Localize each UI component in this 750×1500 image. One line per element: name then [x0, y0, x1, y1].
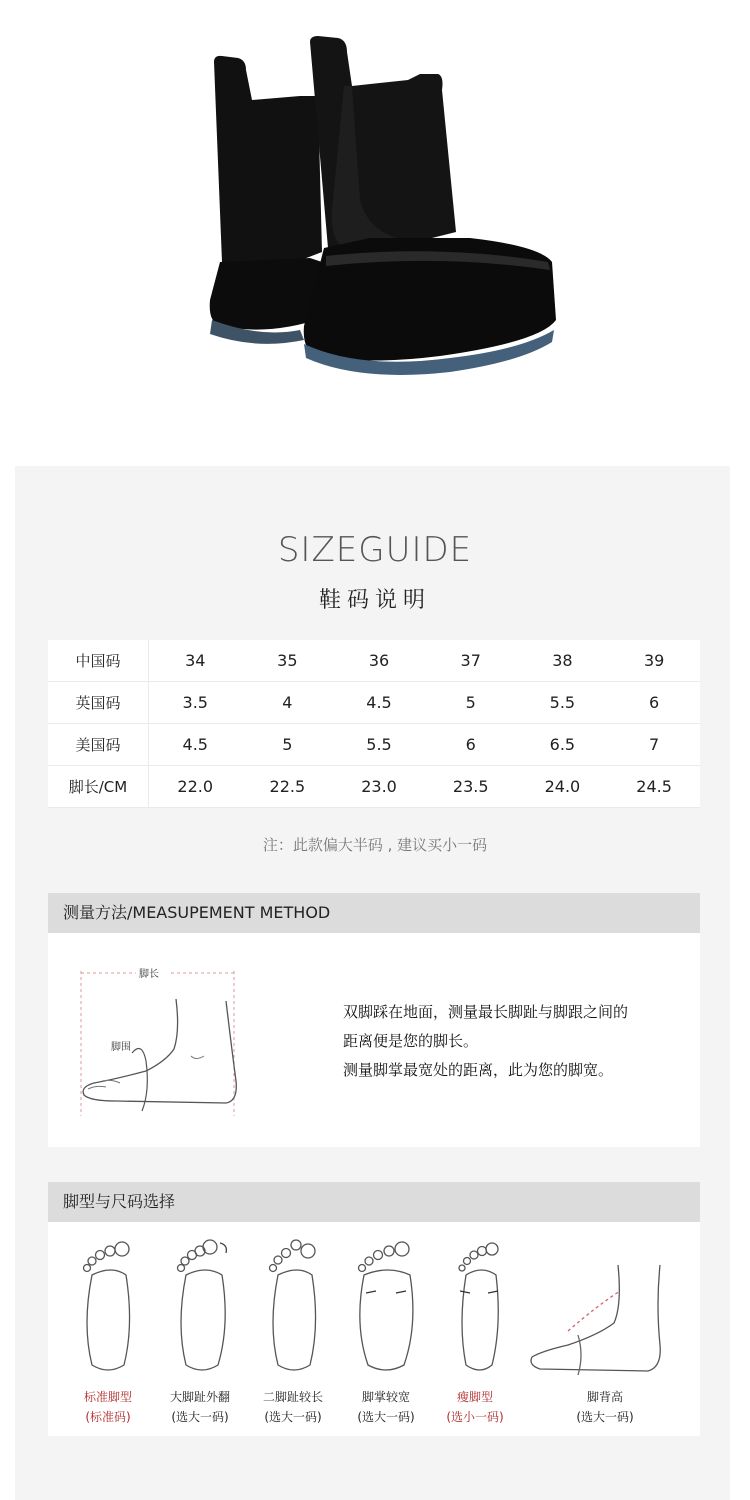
- foot-measure-diagram: [76, 961, 276, 1131]
- size-cell: 34: [149, 640, 242, 682]
- foot-type-heading: 脚型与尺码选择: [48, 1182, 700, 1222]
- size-cell: 23.5: [425, 766, 517, 808]
- size-cell: 36: [333, 640, 425, 682]
- foot-type-advice: (选大一码): [264, 1410, 322, 1424]
- foot-type-name: 二脚趾较长: [262, 1390, 323, 1404]
- size-table: [48, 640, 700, 808]
- foot-type-item: [336, 1387, 436, 1427]
- foot-type-name: 大脚趾外翻: [169, 1390, 230, 1404]
- row-label: 中国码: [48, 640, 149, 682]
- girth-label: 脚围: [111, 1042, 131, 1053]
- foot-type-item: [150, 1387, 250, 1427]
- foot-type-advice: (选小一码): [446, 1410, 504, 1424]
- size-guide-title: SIZEGUIDE: [277, 530, 473, 570]
- foot-narrow-icon: [459, 1243, 498, 1370]
- size-cell: 38: [517, 640, 609, 682]
- foot-type-name: 脚背高: [586, 1390, 623, 1404]
- table-row: [48, 766, 700, 808]
- size-cell: 6: [608, 682, 700, 724]
- size-cell: 4.5: [333, 682, 425, 724]
- foot-type-illustrations: [48, 1235, 700, 1375]
- row-label: 美国码: [48, 724, 149, 766]
- product-image: [0, 0, 750, 440]
- size-cell: 5.5: [517, 682, 609, 724]
- foot-standard-icon: [84, 1242, 130, 1370]
- size-cell: 39: [608, 640, 700, 682]
- row-label: 英国码: [48, 682, 149, 724]
- table-row: [48, 724, 700, 766]
- size-cell: 23.0: [333, 766, 425, 808]
- boots-illustration: [0, 0, 750, 440]
- size-cell: 6: [425, 724, 517, 766]
- foot-type-advice: (选大一码): [357, 1410, 415, 1424]
- size-cell: 24.0: [517, 766, 609, 808]
- foot-type-name: 标准脚型: [83, 1390, 132, 1404]
- foot-wide-icon: [359, 1242, 413, 1370]
- foot-type-advice: (标准码): [85, 1410, 131, 1424]
- table-row: [48, 640, 700, 682]
- instruction-line: 双脚踩在地面，测量最长脚趾与脚跟之间的: [343, 1003, 629, 1021]
- size-cell: 3.5: [149, 682, 242, 724]
- size-cell: 22.5: [241, 766, 333, 808]
- foot-type-name: 脚掌较宽: [361, 1390, 410, 1404]
- size-cell: 4.5: [149, 724, 242, 766]
- size-cell: 6.5: [517, 724, 609, 766]
- instruction-line: 距离便是您的脚长。: [343, 1032, 479, 1050]
- size-cell: 5: [241, 724, 333, 766]
- foot-type-item: [58, 1387, 158, 1427]
- size-cell: 5.5: [333, 724, 425, 766]
- measure-heading: 测量方法/MEASUPEMENT METHOD: [48, 893, 700, 933]
- foot-type-item: [425, 1387, 525, 1427]
- foot-high-instep-icon: [531, 1265, 660, 1375]
- instruction-line: 测量脚掌最宽处的距离，此为您的脚宽。: [343, 1061, 614, 1079]
- size-cell: 22.0: [149, 766, 242, 808]
- length-label: 脚长: [139, 969, 159, 980]
- table-row: [48, 682, 700, 724]
- size-note: 注：此款偏大半码 , 建议买小一码: [262, 836, 488, 854]
- foot-type-name: 瘦脚型: [456, 1390, 493, 1404]
- foot-long-second-toe-icon: [270, 1240, 316, 1370]
- row-label: 脚长/CM: [48, 766, 149, 808]
- size-cell: 7: [608, 724, 700, 766]
- size-cell: 24.5: [608, 766, 700, 808]
- foot-type-advice: (选大一码): [171, 1410, 229, 1424]
- size-cell: 4: [241, 682, 333, 724]
- size-cell: 5: [425, 682, 517, 724]
- size-cell: 35: [241, 640, 333, 682]
- foot-type-item: [555, 1387, 655, 1427]
- foot-type-item: [243, 1387, 343, 1427]
- size-cell: 37: [425, 640, 517, 682]
- foot-type-advice: (选大一码): [576, 1410, 634, 1424]
- size-guide-subtitle: 鞋码说明: [318, 588, 431, 613]
- measure-instructions: [343, 998, 693, 1085]
- foot-bunion-icon: [178, 1240, 227, 1370]
